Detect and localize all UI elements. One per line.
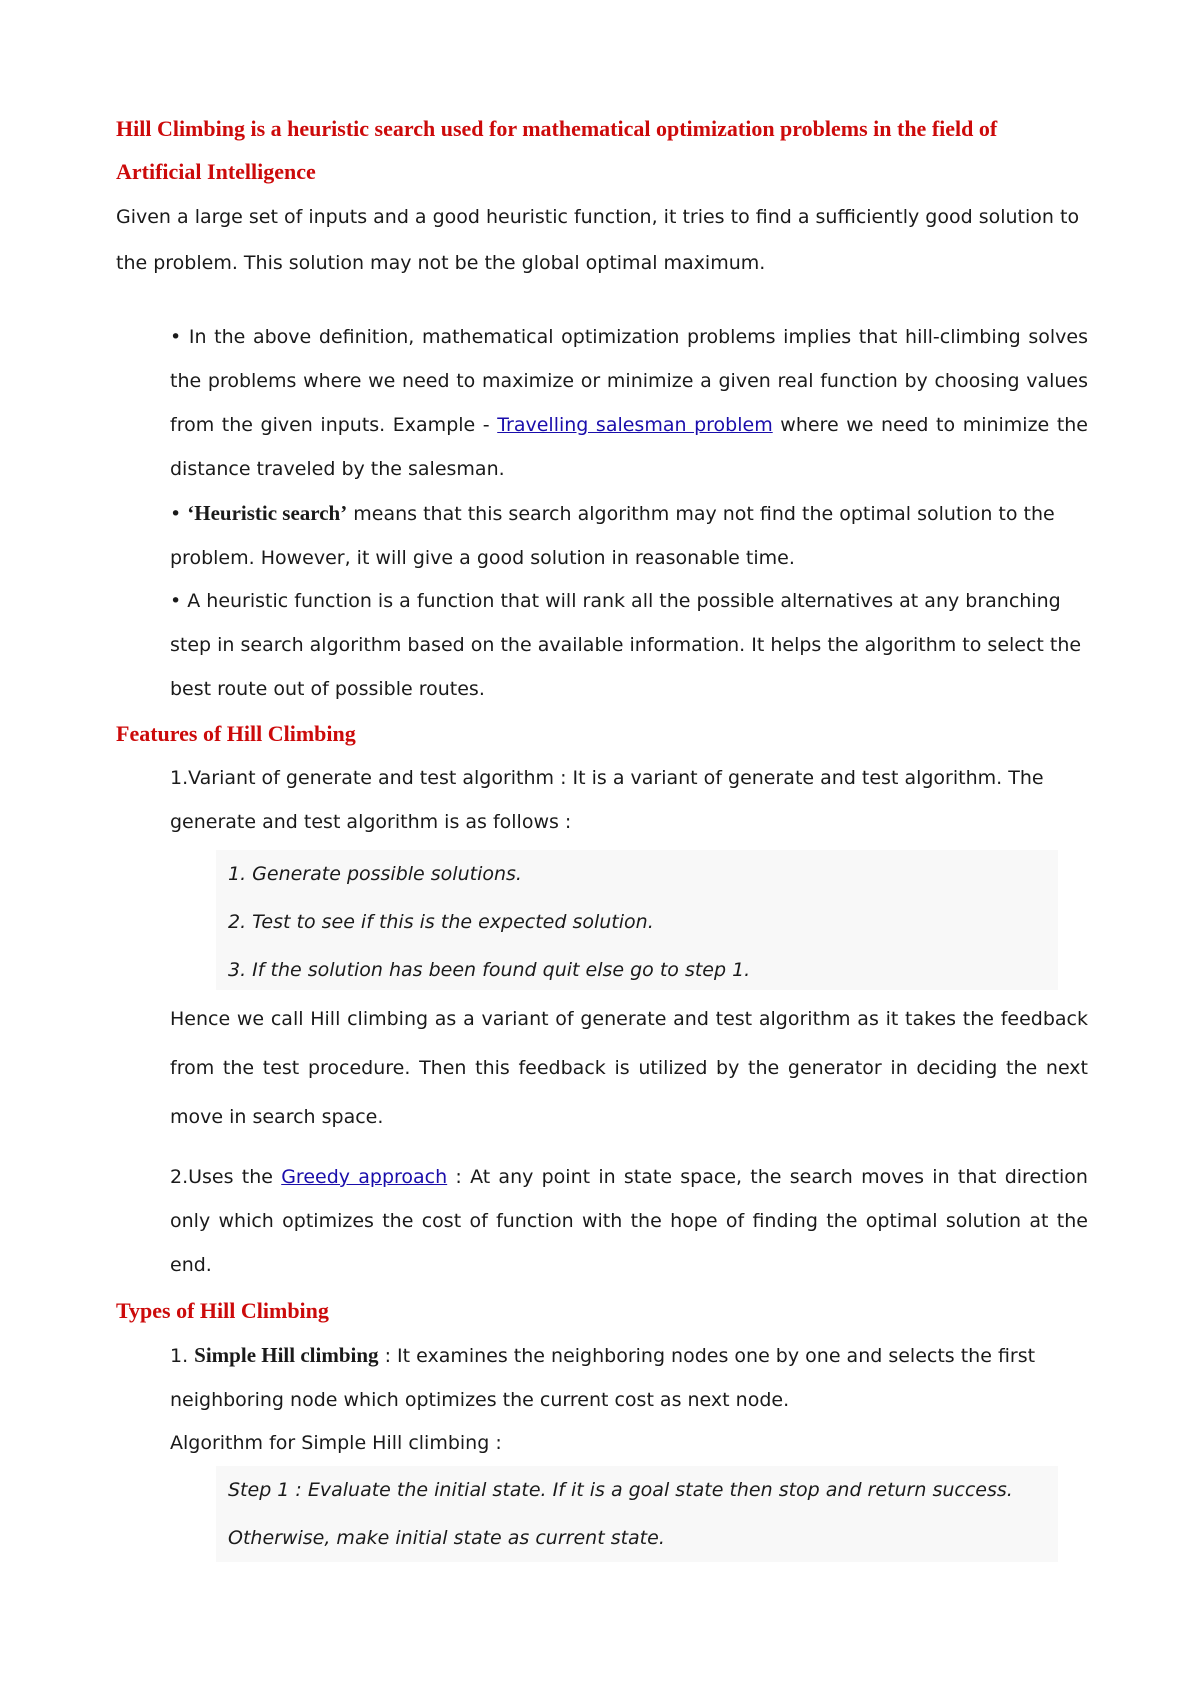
feature-greedy-text: 2.Uses the <box>170 1166 282 1188</box>
bullet-definition-text: • In the above definition, mathematical optimization problems implies that hill-climbing solves the problems where we need to maximize or minimize a given real function by choosing values from the given inputs. Example - <box>170 326 1088 436</box>
bullet-definition <box>170 315 1088 491</box>
document-title-line-1: Hill Climbing is a heuristic search used for mathematical optimization problems in the field of <box>116 116 998 141</box>
feature-greedy-tail: : At any point in state space, the search moves in that direction only which optimizes the cost of function with the hope of finding the optimal solution at the end. <box>170 1166 1088 1276</box>
intro-paragraph: Given a large set of inputs and a good heuristic function, it tries to find a sufficiently good solution to the problem. This solution may not be the global optimal maximum. <box>116 206 1080 274</box>
feature-variant-paragraph: 1.Variant of generate and test algorithm : It is a variant of generate and test algorithm. The generate and test algorithm is as follows : <box>170 767 1044 833</box>
greedy-approach-link[interactable]: Greedy approach <box>281 1166 448 1188</box>
generate-test-steps-block <box>216 850 1058 990</box>
feature-greedy-paragraph <box>170 1155 1088 1287</box>
step-item: 1. Generate possible solutions. <box>228 863 522 885</box>
travelling-salesman-link[interactable]: Travelling salesman problem <box>497 414 773 436</box>
bullet-heuristic-text: means that this search algorithm may not find the optimal solution to the problem. However, it will give a good solution in reasonable time. <box>170 503 1055 569</box>
heuristic-search-term: ‘Heuristic search’ <box>187 501 348 525</box>
bullet-heuristic-search <box>170 491 1088 580</box>
bullet-definition-tail: where we need to minimize the distance traveled by the salesman. <box>170 414 1088 480</box>
simple-hill-climbing-text: : It examines the neighboring nodes one by one and selects the first neighboring node which optimizes the current cost as next node. <box>170 1345 1036 1411</box>
simple-hill-climbing-paragraph <box>170 1333 1088 1422</box>
document-title-line-2: Artificial Intelligence <box>116 159 316 184</box>
hence-paragraph: Hence we call Hill climbing as a variant of generate and test algorithm as it takes the feedback from the test procedure. Then this feedback is utilized by the generator in deciding the next move in search space. <box>170 1008 1088 1128</box>
types-heading: Types of Hill Climbing <box>116 1298 329 1323</box>
bullet-marker: • <box>170 503 188 525</box>
algorithm-step-block <box>216 1466 1058 1562</box>
features-heading: Features of Hill Climbing <box>116 721 356 746</box>
step-item: 2. Test to see if this is the expected solution. <box>228 911 654 933</box>
step-item: 3. If the solution has been found quit else go to step 1. <box>228 959 751 981</box>
algorithm-step-1: Step 1 : Evaluate the initial state. If it is a goal state then stop and return success. Otherwise, make initial state as current state. <box>228 1479 1013 1549</box>
simple-hill-climbing-term: Simple Hill climbing <box>194 1343 379 1367</box>
bullet-heuristic-function: • A heuristic function is a function that will rank all the possible alternatives at any branching step in search algorithm based on the available information. It helps the algorithm to select the best route out of possible routes. <box>170 590 1082 700</box>
type-number: 1. <box>170 1345 195 1367</box>
algorithm-label: Algorithm for Simple Hill climbing : <box>170 1432 502 1454</box>
